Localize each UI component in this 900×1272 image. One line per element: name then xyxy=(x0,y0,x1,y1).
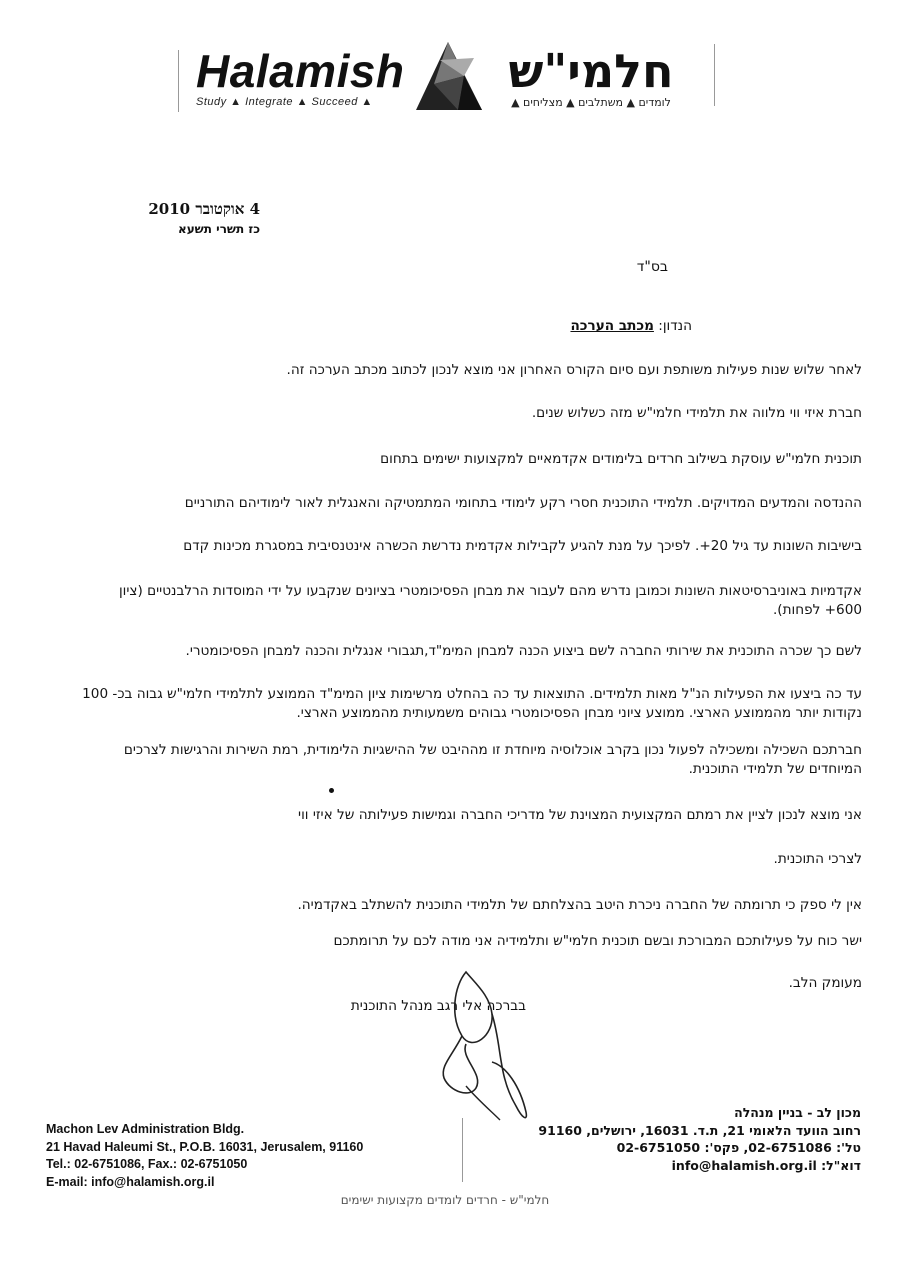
body-paragraph-8: עד כה ביצעו את הפעילות הנ"ל מאות תלמידים. התוצאות עד כה בהחלט מרשימות ציון המימ"ד הממוצע לתלמידי חלמי"ש גבוה בכ- 100 נקודות יותר מהממוצע הארצי. ממוצע ציוני מבחן הפסיכומטרי גבוהים משמעותית מהממוצע הארצי. xyxy=(82,686,862,721)
ink-dot xyxy=(329,788,334,793)
body-paragraph-2: חברת איזי ווי מלווה את תלמידי חלמי"ש מזה כשלוש שנים. xyxy=(531,405,862,421)
footer-he-line-email: דוא"ל: info@halamish.org.il xyxy=(671,1157,861,1173)
footer-hebrew xyxy=(480,1104,861,1174)
body-paragraph-12: אין לי ספק כי תרומתה של החברה ניכרת היטב בהצלחתם של תלמידי התוכנית להשתלב באקדמיה. xyxy=(297,897,862,913)
logo-english: Halamish xyxy=(196,45,405,97)
footer-he-line-building: מכון לב - בניין מנהלה xyxy=(734,1105,861,1120)
footer-en-line-phone: Tel.: 02-6751086, Fax.: 02-6751050 xyxy=(46,1157,248,1171)
header-divider-right xyxy=(714,44,715,106)
body-paragraph-7: לשם כך שכרה התוכנית את שירותי החברה לשם ביצוע הכנה למבחן המימ"ד,תגבורי אנגלית והכנה למבחן הפסיכומטרי. xyxy=(185,643,862,659)
footer-en-line-building: Machon Lev Administration Bldg. xyxy=(46,1122,245,1136)
body-paragraph-9: חברתכם השכילה ומשכילה לפעול נכון בקרב אוכלוסיה מיוחדת זו מההיבט של ההישגיות הלימודית, רמת השירות והרגישות לצרכים המיוחדים של תלמידי התוכנית. xyxy=(123,742,862,777)
bsd-mark: בס"ד xyxy=(636,259,668,275)
tagline-hebrew: לומדים ▲ משתלבים ▲ מצליחים ▲ xyxy=(511,96,671,109)
subject-line xyxy=(570,318,692,334)
body-paragraph-13: ישר כוח על פעילותכם המבורכת ובשם תוכנית חלמי"ש ותלמידיה אני מודה לכם על תרומתכם xyxy=(333,933,862,949)
footer-english xyxy=(46,1121,363,1191)
body-paragraph-11: לצרכי התוכנית. xyxy=(773,851,862,867)
date-hebrew: כז תשרי תשעא xyxy=(177,222,260,236)
footer-tagline: חלמי"ש - חרדים לומדים מקצועות ישימים xyxy=(340,1193,550,1207)
body-paragraph-6: אקדמיות באוניברסיטאות השונות וכמובן נדרש מהם לעבור את מבחן הפסיכומטרי בציונים שנקבעו על ידי המוסדות הרלבנטיים (ציון 600+ לפחות). xyxy=(118,583,862,618)
body-paragraph-3: תוכנית חלמי"ש עוסקת בשילוב חרדים בלימודים אקדמאיים למקצועות ישימים בתחום xyxy=(380,451,862,467)
logo-hebrew: חלמי"ש xyxy=(508,44,674,98)
header-divider-left xyxy=(178,50,179,112)
body-paragraph-4: ההנדסה והמדעים המדויקים. תלמידי התוכנית חסרי רקע לימודי בתחומי המתמטיקה והאנגלית לאור לימודיהם התורניים xyxy=(184,495,862,511)
body-paragraph-5: בישיבות השונות עד גיל 20+. לפיכך על מנת להגיע לקבילות אקדמית נדרשת הכשרה אינטנסיבית במסגרת מכינות קדם xyxy=(183,538,862,554)
subject-title: מכתב הערכה xyxy=(570,318,654,334)
body-paragraph-14: מעומק הלב. xyxy=(788,975,862,991)
handwritten-signature-icon xyxy=(436,966,536,1126)
footer-en-line-email: E-mail: info@halamish.org.il xyxy=(46,1174,215,1189)
signature-text: בברכה אלי רגב מנהל התוכנית xyxy=(350,998,526,1014)
footer-divider xyxy=(462,1118,463,1182)
date-gregorian: 4 אוקטובר 2010 xyxy=(148,200,260,218)
body-paragraph-1: לאחר שלוש שנות פעילות משותפת ועם סיום הקורס האחרון אני מוצא לנכון לכתוב מכתב הערכה זה. xyxy=(286,362,862,378)
body-paragraph-10: אני מוצא לנכון לציין את רמתם המקצועית המצוינת של מדריכי החברה וגמישות פעילותה של איזי ווי xyxy=(298,807,862,823)
footer-en-line-address: 21 Havad Haleumi St., P.O.B. 16031, Jerusalem, 91160 xyxy=(46,1139,364,1154)
tagline-english: Study ▲ Integrate ▲ Succeed ▲ xyxy=(196,96,373,108)
footer-he-line-phone: טל': 02-6751086, פקס': 02-6751050 xyxy=(616,1140,861,1155)
halamish-logo-mark-icon xyxy=(414,40,484,112)
subject-label: הנדון: xyxy=(658,318,692,334)
footer-he-line-address: רחוב הוועד הלאומי 21, ת.ד. 16031, ירושלים, 91160 xyxy=(538,1122,861,1138)
